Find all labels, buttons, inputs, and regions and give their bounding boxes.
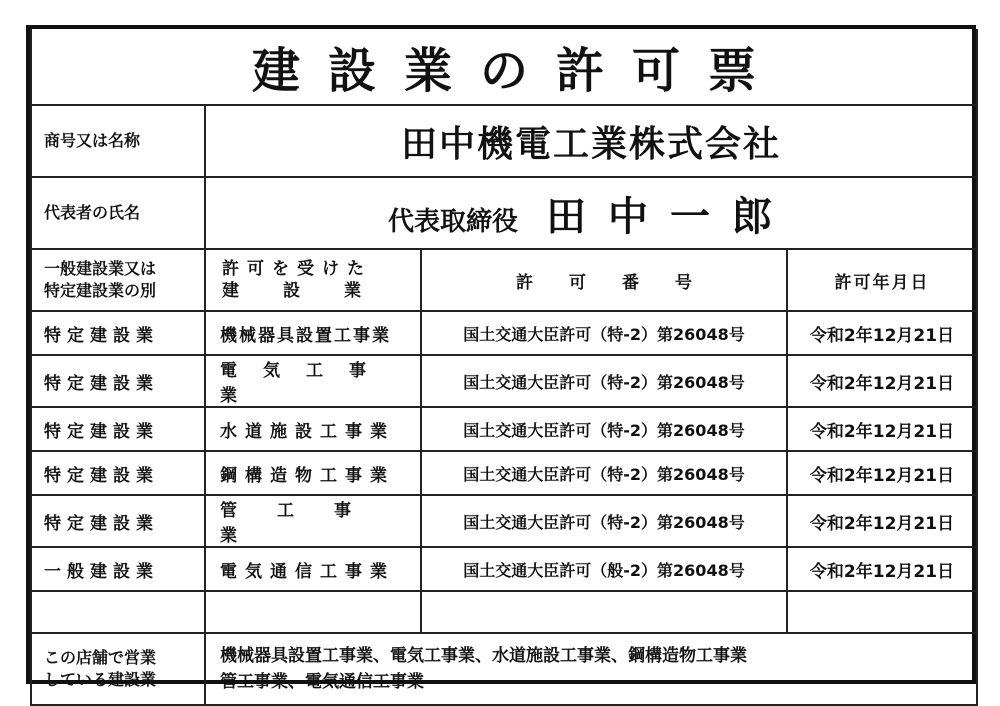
row-number: 国土交通大臣許可（特-2）第26048号 bbox=[421, 311, 787, 355]
header-work bbox=[205, 249, 421, 311]
shop-works-line2: 管工事業、電気通信工事業 bbox=[220, 672, 424, 692]
row-work: 電気工事業 bbox=[205, 355, 421, 407]
row-number: 国土交通大臣許可（特-2）第26048号 bbox=[421, 495, 787, 547]
header-work-line1: 許可を受けた bbox=[222, 259, 372, 279]
row-date: 令和2年12月21日 bbox=[787, 355, 977, 407]
row-number: 国土交通大臣許可（特-2）第26048号 bbox=[421, 451, 787, 495]
row-date: 令和2年12月21日 bbox=[787, 407, 977, 451]
company-row bbox=[31, 105, 977, 177]
row-type: 特定建設業 bbox=[31, 495, 205, 547]
shop-works bbox=[205, 633, 977, 705]
header-work-line2: 建設業 bbox=[222, 281, 405, 301]
header-type bbox=[31, 249, 205, 311]
header-type-line1: 一般建設業又は bbox=[44, 259, 157, 278]
permit-board bbox=[26, 25, 976, 692]
row-date: 令和2年12月21日 bbox=[787, 311, 977, 355]
row-work bbox=[205, 591, 421, 633]
row-type: 一般建設業 bbox=[31, 547, 205, 591]
header-type-line2: 特定建設業の別 bbox=[44, 281, 157, 300]
row-date: 令和2年12月21日 bbox=[787, 451, 977, 495]
row-number: 国土交通大臣許可（特-2）第26048号 bbox=[421, 355, 787, 407]
representative-role: 代表取締役 bbox=[388, 206, 519, 237]
representative-label: 代表者の氏名 bbox=[31, 177, 205, 249]
row-type: 特定建設業 bbox=[31, 311, 205, 355]
row-date: 令和2年12月21日 bbox=[787, 547, 977, 591]
row-date bbox=[787, 591, 977, 633]
representative-cell bbox=[205, 177, 977, 249]
table-row bbox=[31, 495, 977, 547]
row-work: 鋼構造物工事業 bbox=[205, 451, 421, 495]
row-work: 機械器具設置工事業 bbox=[205, 311, 421, 355]
row-number bbox=[421, 591, 787, 633]
shop-label-line1: この店舗で営業 bbox=[44, 648, 157, 667]
table-row bbox=[31, 407, 977, 451]
company-name: 田中機電工業株式会社 bbox=[205, 105, 977, 177]
table-row bbox=[31, 311, 977, 355]
header-row bbox=[31, 249, 977, 311]
table-row bbox=[31, 451, 977, 495]
table-row-empty bbox=[31, 591, 977, 633]
row-date: 令和2年12月21日 bbox=[787, 495, 977, 547]
shop-works-line1: 機械器具設置工事業、電気工事業、水道施設工事業、鋼構造物工事業 bbox=[220, 646, 747, 666]
row-work: 水道施設工事業 bbox=[205, 407, 421, 451]
row-number: 国土交通大臣許可（般-2）第26048号 bbox=[421, 547, 787, 591]
shop-label bbox=[31, 633, 205, 705]
row-type: 特定建設業 bbox=[31, 355, 205, 407]
row-type: 特定建設業 bbox=[31, 407, 205, 451]
header-number: 許可番号 bbox=[421, 249, 787, 311]
representative-row bbox=[31, 177, 977, 249]
company-label: 商号又は名称 bbox=[31, 105, 205, 177]
header-date: 許可年月日 bbox=[787, 249, 977, 311]
row-number: 国土交通大臣許可（特-2）第26048号 bbox=[421, 407, 787, 451]
row-type: 特定建設業 bbox=[31, 451, 205, 495]
row-work: 電気通信工事業 bbox=[205, 547, 421, 591]
shop-row bbox=[31, 633, 977, 705]
row-type bbox=[31, 591, 205, 633]
row-work: 管工事業 bbox=[205, 495, 421, 547]
shop-label-line2: している建設業 bbox=[44, 670, 157, 689]
table-row bbox=[31, 355, 977, 407]
permit-table bbox=[30, 29, 978, 706]
representative-name: 田中一郎 bbox=[546, 193, 795, 240]
table-row bbox=[31, 547, 977, 591]
page-title: 建設業の許可票 bbox=[31, 29, 977, 105]
title-row bbox=[31, 29, 977, 105]
